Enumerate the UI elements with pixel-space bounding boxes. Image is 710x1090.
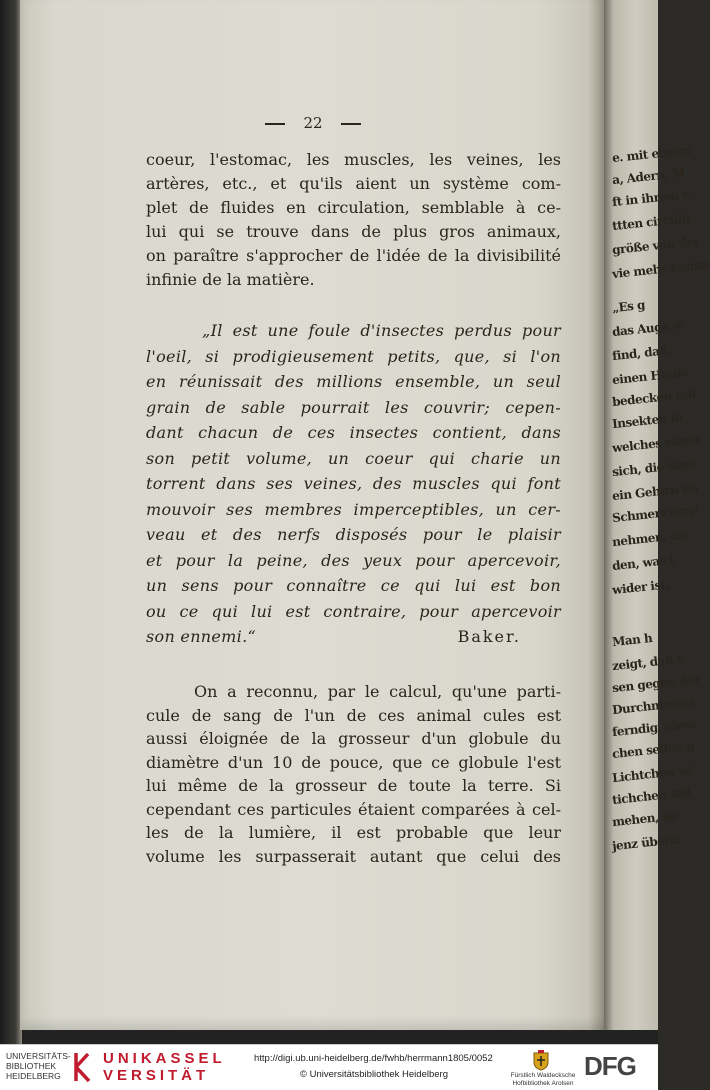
quote-line: ou ce qui lui est contraire, pour apercevoir [146,601,561,621]
facing-page-line: wider ist, [611,577,671,598]
text-line: diamètre d'un 10 de pouce, que ce globule l'est [146,752,561,772]
quote-last-line [146,624,561,650]
text-line: infinie de la matière. [146,270,315,289]
facing-page-line: sich, die Sinn [611,456,697,480]
facing-page-line: ft in ihrem e [611,187,691,210]
dfg-logo[interactable]: DFG [584,1051,636,1081]
facing-page-line: nehmen, un [611,527,688,550]
facing-page-line: e. mit einem [611,142,691,166]
facing-page-line: ttten circulir [611,210,693,234]
quote-line: son petit volume, un coeur qui charie un [146,448,561,468]
quote-line: veau et des nerfs disposés pour le plaisir [146,525,561,544]
facing-page-line: welches einen [611,431,701,456]
permalink-url[interactable]: http://digi.ub.uni-heidelberg.de/fwhb/herrmann1805/0052 [254,1053,493,1064]
text-line: on paraître s'approcher de l'idée de la divisibilité [146,246,561,265]
facing-page-line: einen Haufe [611,365,690,388]
facing-page-line: sen gegen der [611,671,701,696]
page-header [20,114,606,132]
text-line: lui même de la grosseur de toute la terre. Si [146,776,561,795]
facing-page-fragment [604,0,710,1030]
quote-line: son ennemi.“ [146,627,256,646]
text-line: lui qui se trouve dans de plus gros animaux, [146,222,561,241]
heidelberg-library-label[interactable] [6,1051,71,1081]
facing-page-line: chen selbst g [611,738,695,762]
waldeck-label-line: Fürstlich Waldecksche [510,1072,576,1079]
facing-page-line: mehen, so [611,808,677,830]
heidelberg-label-line: BIBLIOTHEK [6,1061,57,1071]
text-line: cule de sang de l'un de ces animal cules est [146,705,561,725]
text-line: artères, etc., et qu'ils aient un système com- [146,174,561,193]
text-line: cependant ces particules étaient comparées à cel- [146,799,561,819]
facing-page-line: ferndig, eben [611,716,696,740]
text-line: coeur, l'estomac, les muscles, les veines, les [146,150,561,169]
book-binding-edge [0,0,22,1044]
quote-line: l'oeil, si prodigieusement petits, que, si l'on [146,346,561,366]
kassel-wordmark[interactable] [103,1050,226,1084]
facing-page-line: jenz übertr [611,831,682,854]
facing-page-line: ein Gehirn un [611,480,699,504]
viewer-footer [0,1044,658,1090]
quote-line: en réunissait des millions ensemble, un seul [146,372,561,391]
waldeck-library-label[interactable] [510,1072,576,1087]
facing-page-line: zeigt, daß e [611,651,685,674]
kassel-logo-icon[interactable] [73,1051,93,1083]
facing-page-line: Insekten in [611,409,684,432]
facing-page-line: Lichtchen wi [611,762,693,786]
quote-line: un sens pour connaître ce qui lui est bon [146,576,561,595]
quote-line: torrent dans ses veines, des muscles qui font [146,474,561,493]
facing-page-line: den, was i [611,552,675,574]
facing-page-line: das Auge w [611,317,684,340]
facing-page-line: Schmerz emp [611,502,699,526]
paragraph-2 [146,680,561,868]
kassel-line-1: UNIKASSEL [103,1050,226,1067]
facing-page-line: tichchen mit [611,784,692,808]
text-line: volume les surpasserait autant que celui des [146,846,561,866]
text-line: plet de fluides en circulation, semblable à ce- [146,198,561,217]
book-page [20,0,606,1030]
quote-line: et pour la peine, des yeux pour apercevoir, [146,550,561,570]
copyright-text: © Universitätsbibliothek Heidelberg [300,1069,448,1080]
page-number: 22 [303,114,323,132]
heidelberg-label-line: UNIVERSITÄTS- [6,1051,71,1061]
heidelberg-label-line: HEIDELBERG [6,1071,61,1081]
header-dash-left [265,123,285,125]
quote-line: mouvoir ses membres imperceptibles, un cer- [146,499,561,519]
facing-page-line: „Es g [611,297,646,316]
facing-page-line: größe von der [611,234,700,258]
text-line: les de la lumière, il est probable que leur [146,823,561,842]
quote-line: grain de sable pourrait les couvrir; cepen- [146,397,561,417]
facing-page-line: Durchmesser [611,694,697,718]
quote-block [146,318,561,650]
paragraph-1 [146,148,561,292]
text-line: On a reconnu, par le calcul, qu'une parti- [194,682,561,701]
facing-page-line: find, daß [611,343,669,364]
facing-page-line: vie mehr komm [611,256,710,282]
quote-author: Baker. [457,627,521,646]
header-dash-right [341,123,361,125]
quote-line: „Il est une foule d'insectes perdus pour [202,321,561,340]
kassel-line-2: VERSITÄT [103,1067,210,1084]
facing-page-line: Man h [611,630,653,650]
waldeck-crest-icon [532,1049,550,1071]
text-line: aussi éloignée de la grosseur d'un globule du [146,729,561,748]
facing-page-line: bedecken mü [611,386,697,410]
waldeck-label-line: Hofbibliothek Arolsen [512,1079,574,1087]
quote-line: dant chacun de ces insectes contient, dans [146,423,561,442]
facing-page-line: a, Adern, M [611,165,686,188]
